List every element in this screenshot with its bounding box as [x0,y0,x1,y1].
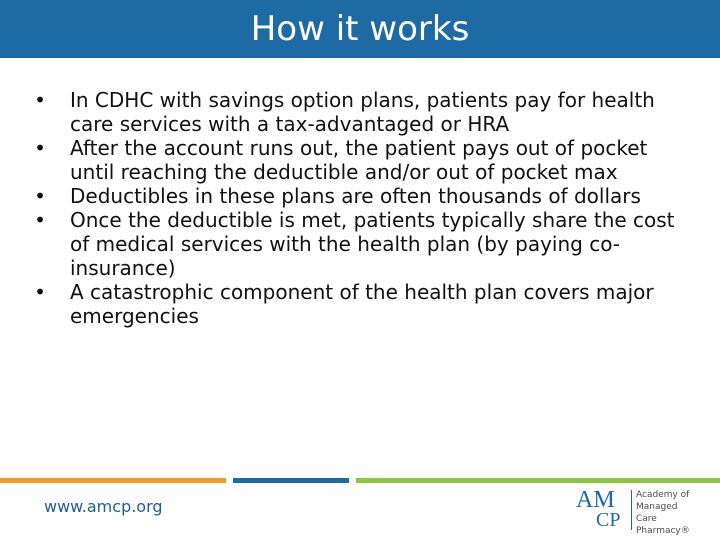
logo-org-name [636,489,690,537]
amcp-logo [576,487,690,536]
bullet-icon: • [34,208,46,232]
bullet-icon: • [34,88,46,112]
bullet-text: Deductibles in these plans are often thousands of dollars [70,184,641,208]
bullet-item [30,88,680,136]
bullet-list [30,88,680,328]
slide-title: How it works [250,9,470,49]
footer-line-blue [233,478,349,483]
bullet-text: Once the deductible is met, patients typically share the cost of medical services with the health plan (by paying co-insurance) [70,208,675,280]
bullet-item [30,184,680,208]
bullet-text: In CDHC with savings option plans, patients pay for health care services with a tax-advantaged or HRA [70,88,655,136]
logo-letters-top: AM [576,487,615,513]
logo-name-line: Pharmacy® [636,526,690,536]
bullet-text: After the account runs out, the patient pays out of pocket until reaching the deductible and/or out of pocket max [70,136,648,184]
title-bar [0,0,720,58]
footer-line-orange [0,478,226,483]
logo-divider [631,490,632,530]
bullet-item [30,208,680,280]
logo-letters-bottom: CP [596,509,621,531]
bullet-icon: • [34,136,46,160]
bullet-icon: • [34,184,46,208]
footer-line-green [356,478,720,483]
logo-name-line: Academy of [636,490,690,500]
bullet-icon: • [34,280,46,304]
bullet-item [30,136,680,184]
footer-url-link[interactable]: www.amcp.org [44,497,163,516]
bullet-item [30,280,680,328]
footer-divider [0,478,720,484]
logo-name-line: Managed Care [636,502,678,524]
bullet-text: A catastrophic component of the health plan covers major emergencies [70,280,654,328]
